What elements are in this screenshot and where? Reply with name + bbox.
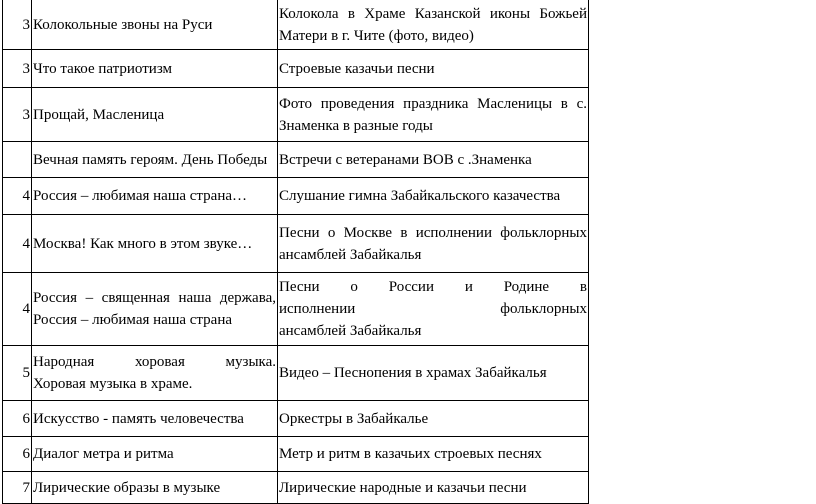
hours-cell: 3 bbox=[3, 0, 32, 50]
material-line: Колокола в Храме Казанской иконы Божьей bbox=[279, 5, 587, 22]
table-row bbox=[3, 178, 589, 215]
theme-cell: Диалог метра и ритма bbox=[32, 437, 278, 472]
table-row bbox=[3, 437, 589, 472]
material-cell: Слушание гимна Забайкальского казачества bbox=[278, 178, 589, 215]
material-line: ансамблей Забайкалья bbox=[279, 246, 422, 263]
theme-cell: Прощай, Масленица bbox=[32, 88, 278, 142]
material-cell bbox=[278, 273, 589, 346]
table-row bbox=[3, 142, 589, 178]
theme-cell: Что такое патриотизм bbox=[32, 50, 278, 88]
hours-cell: 3 bbox=[3, 50, 32, 88]
hours-cell: 6 bbox=[3, 401, 32, 437]
material-line: Матери в г. Чите (фото, видео) bbox=[279, 27, 474, 44]
theme-cell bbox=[32, 273, 278, 346]
hours-cell: 7 bbox=[3, 472, 32, 504]
material-line: исполнении фольклорных bbox=[279, 301, 587, 317]
table-row bbox=[3, 472, 589, 504]
material-cell: Строевые казачьи песни bbox=[278, 50, 589, 88]
material-cell: Встречи с ветеранами ВОВ с .Знаменка bbox=[278, 142, 589, 178]
theme-cell: Вечная память героям. День Победы bbox=[32, 142, 278, 178]
hours-cell: 6 bbox=[3, 437, 32, 472]
material-cell bbox=[278, 215, 589, 273]
material-cell bbox=[278, 0, 589, 50]
theme-cell: Лирические образы в музыке bbox=[32, 472, 278, 504]
material-cell: Видео – Песнопения в храмах Забайкалья bbox=[278, 346, 589, 401]
hours-cell bbox=[3, 142, 32, 178]
material-line: Знаменка в разные годы bbox=[279, 117, 433, 134]
table-row bbox=[3, 215, 589, 273]
theme-cell bbox=[32, 346, 278, 401]
material-cell: Оркестры в Забайкалье bbox=[278, 401, 589, 437]
material-cell bbox=[278, 88, 589, 142]
lesson-table bbox=[2, 0, 589, 504]
table-row bbox=[3, 88, 589, 142]
material-cell: Метр и ритм в казачьих строевых песнях bbox=[278, 437, 589, 472]
theme-line: Россия – священная наша держава, bbox=[33, 290, 276, 306]
theme-line: Хоровая музыка в храме. bbox=[33, 376, 193, 392]
hours-cell: 5 bbox=[3, 346, 32, 401]
material-cell: Лирические народные и казачьи песни bbox=[278, 472, 589, 504]
theme-cell: Колокольные звоны на Руси bbox=[32, 0, 278, 50]
material-line: ансамблей Забайкалья bbox=[279, 323, 422, 339]
hours-cell: 4 bbox=[3, 273, 32, 346]
table-row bbox=[3, 50, 589, 88]
material-line: Песни о Москве в исполнении фольклорных bbox=[279, 224, 587, 241]
table-row bbox=[3, 401, 589, 437]
theme-line: Россия – любимая наша страна bbox=[33, 312, 233, 328]
material-line: Фото проведения праздника Масленицы в с. bbox=[279, 95, 587, 112]
theme-line: Народная хоровая музыка. bbox=[33, 354, 276, 370]
hours-cell: 4 bbox=[3, 215, 32, 273]
table-row bbox=[3, 346, 589, 401]
theme-cell: Искусство - память человечества bbox=[32, 401, 278, 437]
material-line: Песни о России и Родине в bbox=[279, 279, 587, 295]
hours-cell: 3 bbox=[3, 88, 32, 142]
theme-cell: Россия – любимая наша страна… bbox=[32, 178, 278, 215]
hours-cell: 4 bbox=[3, 178, 32, 215]
theme-cell: Москва! Как много в этом звуке… bbox=[32, 215, 278, 273]
table-row bbox=[3, 0, 589, 50]
table-row bbox=[3, 273, 589, 346]
